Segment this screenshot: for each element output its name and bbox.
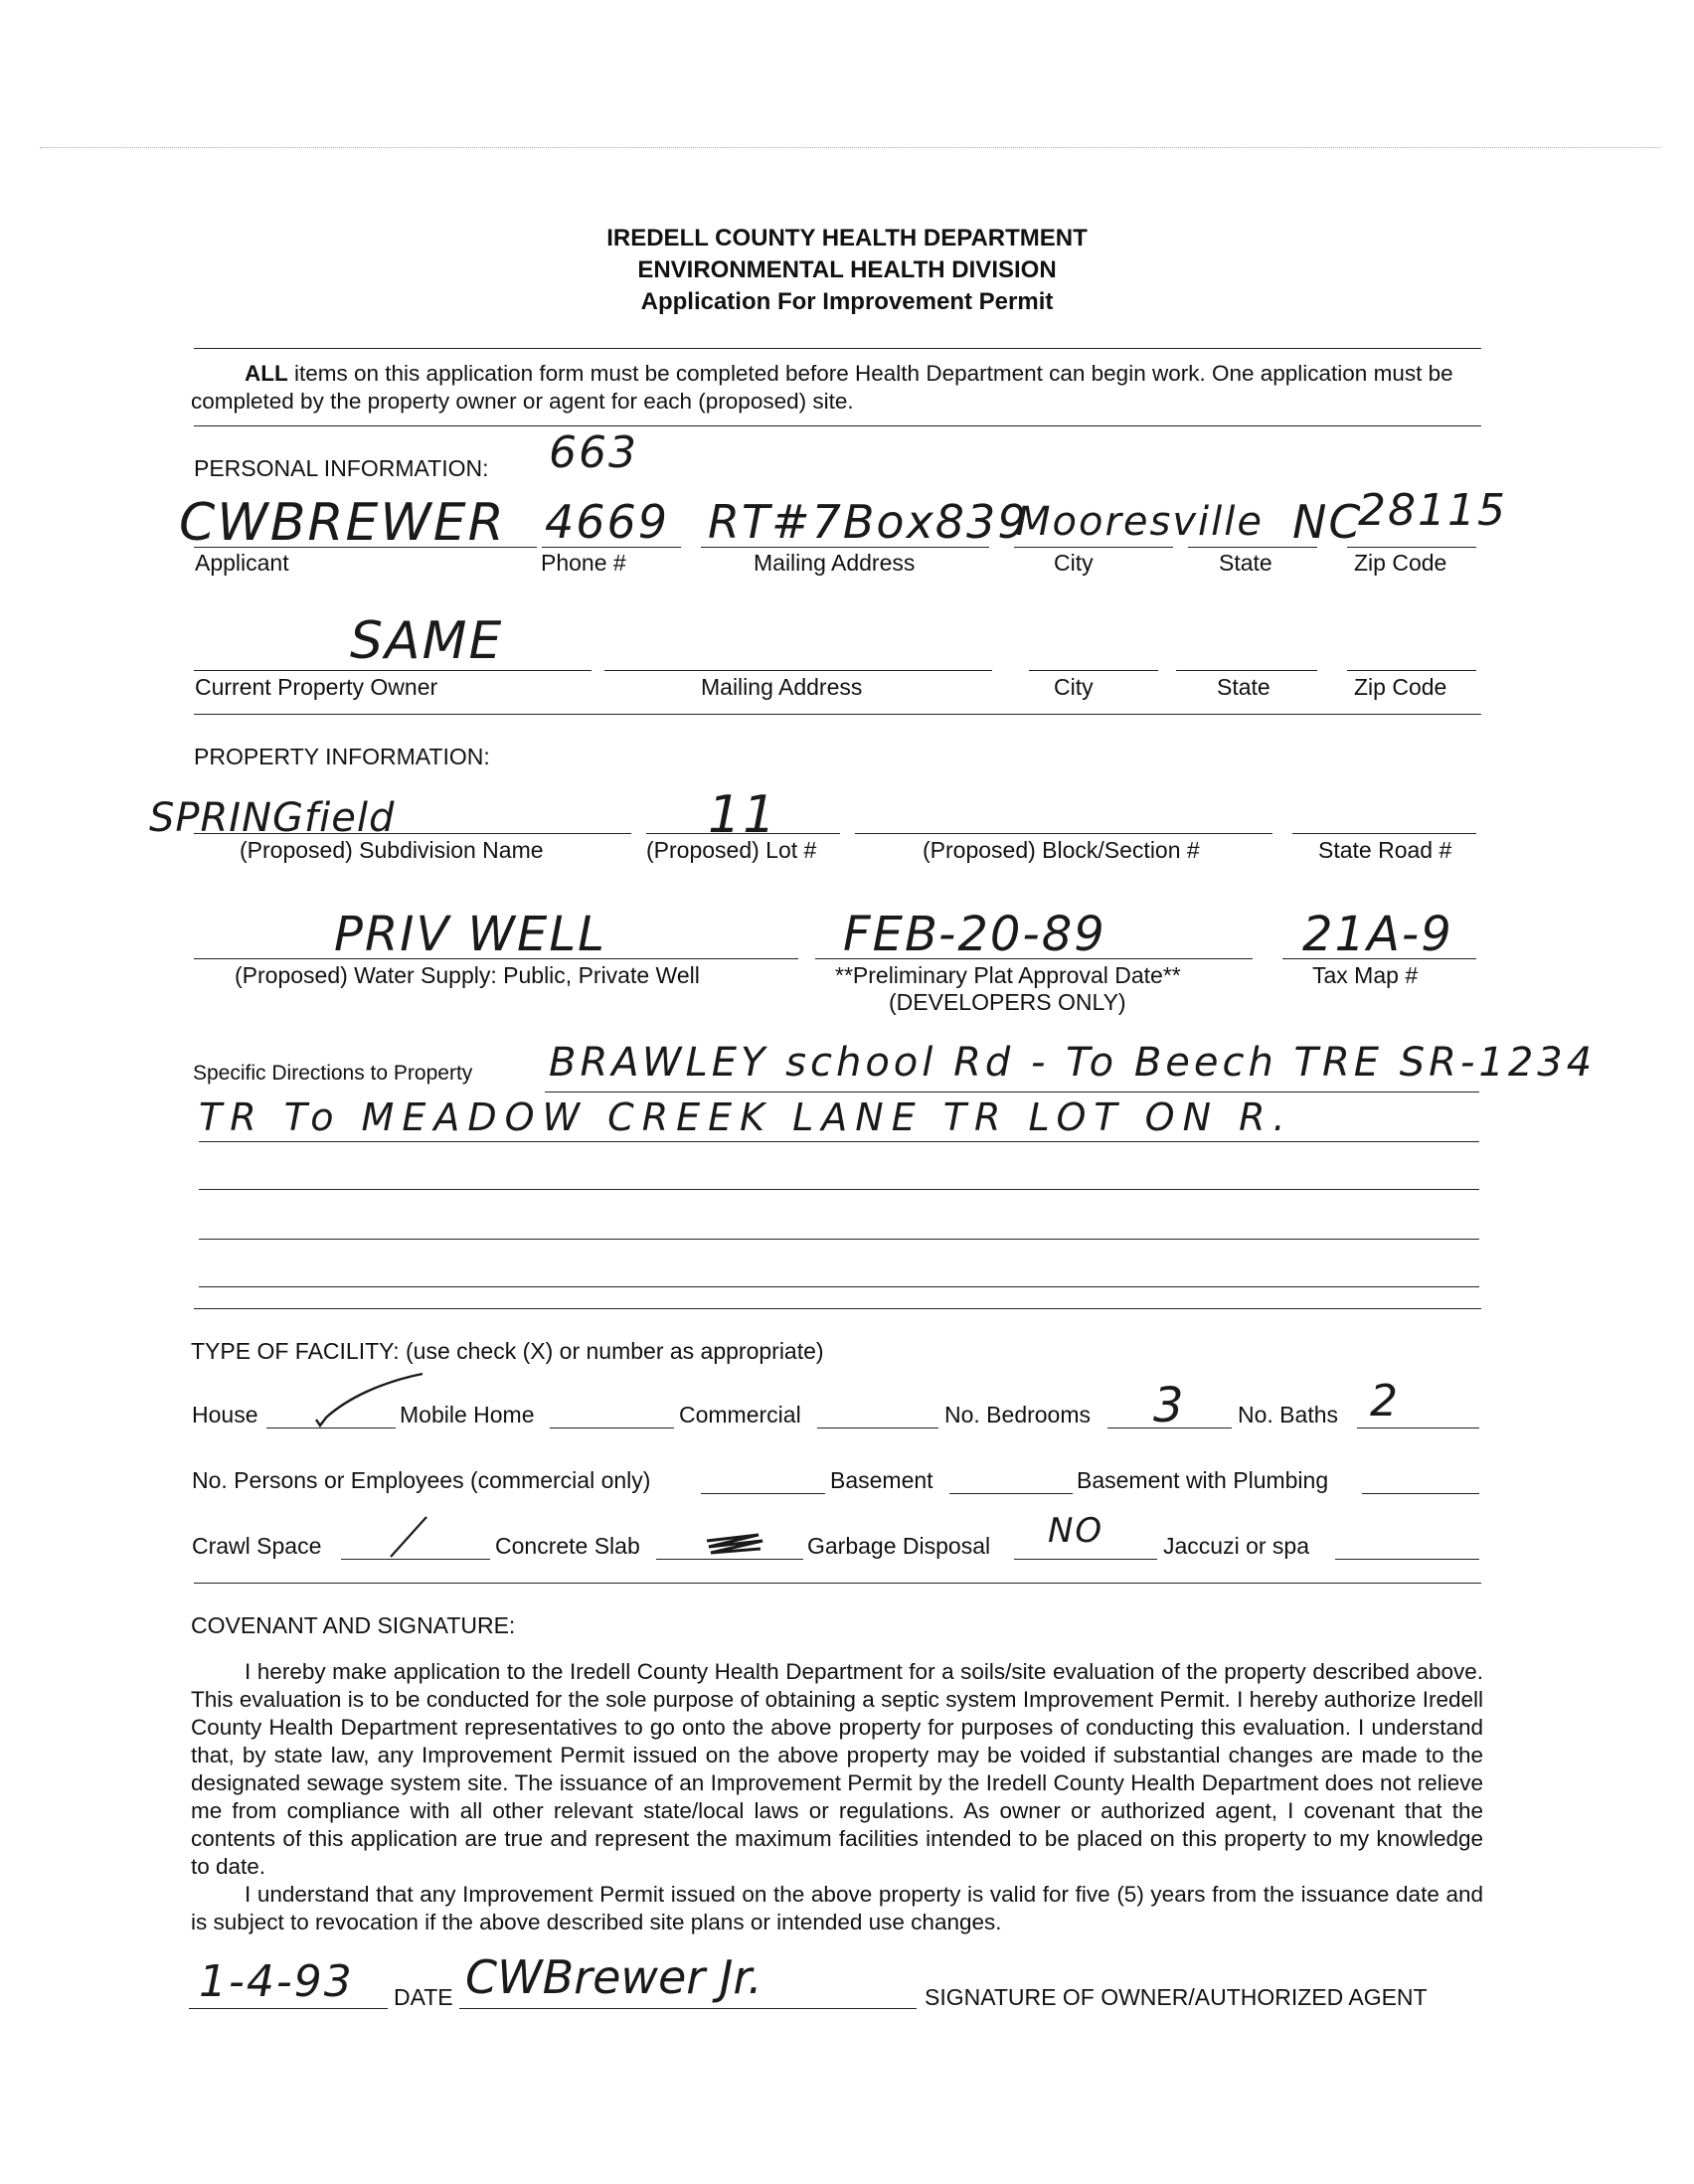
basement-plumbing-label: Basement with Plumbing [1077, 1467, 1329, 1493]
directions-input-2[interactable] [199, 1141, 1479, 1142]
city-label: City [1054, 550, 1094, 576]
property-info-heading: PROPERTY INFORMATION: [194, 744, 490, 769]
divider [194, 1308, 1481, 1309]
subdivision-input[interactable] [194, 833, 631, 834]
crawl-space-check-mark [383, 1511, 442, 1561]
lot-label: (Proposed) Lot # [646, 837, 817, 863]
personal-info-heading: PERSONAL INFORMATION: [194, 455, 489, 481]
divider [194, 714, 1481, 715]
persons-input[interactable] [701, 1493, 825, 1494]
mailing-address-label: Mailing Address [754, 550, 916, 576]
bedrooms-label: No. Bedrooms [944, 1402, 1092, 1428]
state-value: NC [1292, 495, 1363, 549]
owner-state-input[interactable] [1176, 670, 1317, 671]
block-section-label: (Proposed) Block/Section # [923, 837, 1200, 863]
page-title: Application For Improvement Permit [640, 288, 1054, 315]
water-supply-label: (Proposed) Water Supply: Public, Private Well [235, 962, 700, 988]
jacuzzi-label: Jaccuzi or spa [1163, 1533, 1310, 1559]
covenant-text [191, 1658, 1483, 1936]
owner-city-label: City [1054, 674, 1094, 700]
mailing-address-value: RT#7Box839 [708, 495, 1029, 549]
owner-label: Current Property Owner [195, 674, 438, 700]
covenant-heading: COVENANT AND SIGNATURE: [191, 1612, 516, 1638]
owner-value: SAME [350, 611, 504, 671]
house-label: House [192, 1402, 258, 1428]
covenant-paragraph-1: I hereby make application to the Iredell County Health Department for a soils/site evaluation of the property described above. This evaluation is to be conducted for the sole purpose of obtaining a septic system Improvement Permit. I hereby authorize Iredell County Health Department representatives to go onto the above property for purposes of conducting this evaluation. I understand that, by state law, any Improvement Permit issued on the above property may be voided if substantial changes are made to the designated sewage system site. The issuance of an Improvement Permit by the Iredell County Health Department does not relieve me from compliance with all other relevant state/local laws or regulations. As owner or authorized agent, I covenant that the contents of this application are true and represent the maximum facilities intended to be placed on this property to my knowledge to date. [191, 1659, 1483, 1879]
lot-input[interactable] [646, 833, 840, 834]
signature-input[interactable] [459, 2008, 917, 2009]
signature-label: SIGNATURE OF OWNER/AUTHORIZED AGENT [925, 1984, 1428, 2010]
owner-input[interactable] [194, 670, 592, 671]
zip-value: 28115 [1358, 485, 1507, 536]
plat-date-label: **Preliminary Plat Approval Date** [835, 962, 1181, 988]
header-division: ENVIRONMENTAL HEALTH DIVISION [637, 256, 1057, 283]
applicant-extra-value: 663 [549, 427, 638, 478]
city-value: Mooresville [1016, 499, 1264, 545]
state-label: State [1219, 550, 1272, 576]
directions-label: Specific Directions to Property [193, 1062, 473, 1085]
applicant-value: CWBREWER [179, 493, 506, 553]
subdivision-label: (Proposed) Subdivision Name [240, 837, 544, 863]
concrete-slab-label: Concrete Slab [495, 1533, 640, 1559]
developers-only-note: (DEVELOPERS ONLY) [889, 989, 1126, 1015]
divider [194, 1583, 1481, 1584]
garbage-disposal-label: Garbage Disposal [807, 1533, 991, 1559]
owner-city-input[interactable] [1029, 670, 1158, 671]
applicant-input[interactable] [194, 547, 537, 548]
owner-mailing-input[interactable] [604, 670, 992, 671]
house-check-mark [298, 1368, 427, 1429]
zip-input[interactable] [1347, 547, 1476, 548]
owner-zip-input[interactable] [1347, 670, 1476, 671]
directions-input-3[interactable] [199, 1189, 1479, 1190]
directions-input-5[interactable] [199, 1286, 1479, 1287]
phone-input[interactable] [542, 547, 681, 548]
crawl-space-label: Crawl Space [192, 1533, 322, 1559]
concrete-slab-scribble [701, 1531, 770, 1561]
commercial-label: Commercial [679, 1402, 801, 1428]
state-input[interactable] [1188, 547, 1317, 548]
phone-value: 4669 [545, 495, 670, 549]
baths-value: 2 [1370, 1376, 1400, 1427]
owner-mailing-label: Mailing Address [701, 674, 863, 700]
baths-label: No. Baths [1238, 1402, 1338, 1428]
covenant-paragraph-2: I understand that any Improvement Permit issued on the above property is valid for five (5) years from the issuance date and is subject to revocation if the above described site plans or intended use changes. [191, 1882, 1483, 1934]
date-label: DATE [394, 1984, 453, 2010]
water-supply-input[interactable] [194, 958, 798, 959]
plat-date-input[interactable] [815, 958, 1253, 959]
basement-plumbing-input[interactable] [1362, 1493, 1479, 1494]
date-input[interactable] [189, 2008, 388, 2009]
date-value: 1-4-93 [199, 1956, 354, 2007]
tax-map-input[interactable] [1282, 958, 1476, 959]
divider [194, 425, 1481, 426]
facility-heading: TYPE OF FACILITY: (use check (X) or number as appropriate) [191, 1338, 824, 1364]
owner-zip-label: Zip Code [1354, 674, 1447, 700]
lot-value: 11 [708, 785, 778, 845]
garbage-disposal-value: NO [1048, 1511, 1104, 1551]
tax-map-value: 21A-9 [1302, 907, 1453, 962]
scan-dotted-line [40, 147, 1660, 148]
mobile-home-label: Mobile Home [400, 1402, 535, 1428]
tax-map-label: Tax Map # [1312, 962, 1419, 988]
header-department: IREDELL COUNTY HEALTH DEPARTMENT [606, 225, 1088, 252]
plat-date-value: FEB-20-89 [843, 907, 1106, 962]
subdivision-value: SPRINGfield [149, 795, 396, 841]
signature-value: CWBrewer Jr. [465, 1950, 762, 2004]
owner-state-label: State [1217, 674, 1270, 700]
bedrooms-value: 3 [1153, 1378, 1186, 1433]
persons-label: No. Persons or Employees (commercial only) [192, 1467, 651, 1493]
garbage-disposal-input[interactable] [1014, 1559, 1157, 1560]
block-section-input[interactable] [855, 833, 1272, 834]
zip-label: Zip Code [1354, 550, 1447, 576]
jacuzzi-input[interactable] [1335, 1559, 1479, 1560]
directions-line-2: TR To MEADOW CREEK LANE TR LOT ON R. [199, 1095, 1293, 1139]
state-road-label: State Road # [1318, 837, 1452, 863]
basement-label: Basement [830, 1467, 933, 1493]
phone-label: Phone # [541, 550, 626, 576]
applicant-label: Applicant [195, 550, 289, 576]
state-road-input[interactable] [1292, 833, 1476, 834]
directions-input-4[interactable] [199, 1239, 1479, 1240]
mailing-address-input[interactable] [701, 547, 989, 548]
intro-text: ALL items on this application form must be completed before Health Department can begin work. One application must be completed by the property owner or agent for each (proposed) site. [191, 361, 1453, 414]
water-supply-value: PRIV WELL [334, 907, 606, 962]
directions-line-1: BRAWLEY school Rd - To Beech TRE SR-1234 [549, 1040, 1597, 1086]
city-input[interactable] [1014, 547, 1173, 548]
basement-input[interactable] [949, 1493, 1073, 1494]
divider [194, 348, 1481, 349]
